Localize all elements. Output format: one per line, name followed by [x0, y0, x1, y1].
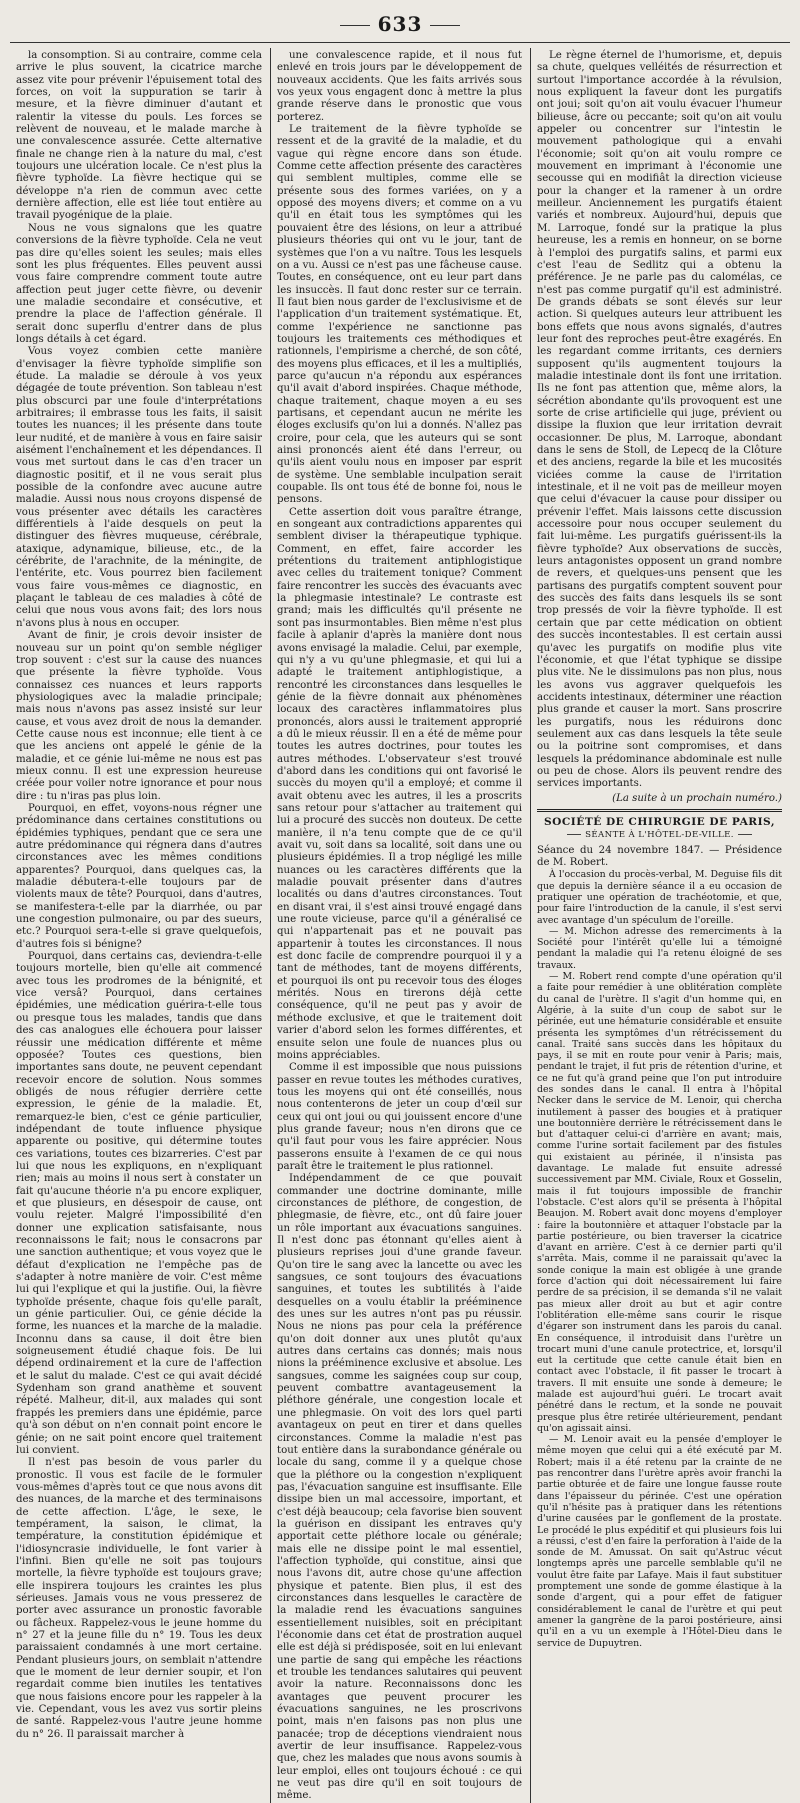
- paragraph: Avant de finir, je crois devoir insister de nouveau sur un point qu'on semble négliger trop souvent : c'est sur la cause des nuances que présente la fièvre typhoïde. Vous connaissez ces nuances et leurs rapports physiologiques avec la maladie principale; mais nous n'avons pas assez insisté sur leur cause, et vous avez droit de nous la demander. Cette cause nous est inconnue; elle tient à ce que les anciens ont appelé le génie de la maladie, et ce génie lui-même ne nous est pas mieux connu. Il est une expression heureuse créée pour voiler notre ignorance et pour nous dire : tu n'iras pas plus loin.: [16, 630, 262, 802]
- paragraph: Vous voyez combien cette manière d'envisager la fièvre typhoïde simplifie son étude. La maladie se déroule à vos yeux dégagée de toute prévention. Son tableau n'est plus obscurci par une foule d'interprétations arbitraires; il embrasse tous les faits, il saisit toutes les nuances; il les présente dans toute leur nudité, et de manière à vous en faire saisir aisément l'enchaînement et les dépendances. Il vous met surtout dans le cas d'en tracer un diagnostic positif, et il ne vous serait plus possible de la confondre avec aucune autre maladie. Aussi nous nous croyons dispensé de vous présenter avec détails les caractères différentiels à l'aide desquels on peut la distinguer des fièvres muqueuse, cérébrale, ataxique, adynamique, bilieuse, etc., de la cérébrite, de l'arachnite, de la méningite, de l'entérite, etc. Vous pourrez bien facilement vous faire vous-mêmes ce diagnostic, en plaçant le tableau de ces maladies à côté de celui que nous vous avons fait; des lors nous n'avons plus à nous en occuper.: [16, 346, 262, 629]
- paragraph: — M. Robert rend compte d'une opération qu'il a faite pour remédier à une oblitération complète du canal de l'urètre. Il s'agit d'un homme qui, en Algérie, à la suite d'un coup de sabot sur le périnée, eut une hématurie considérable et ensuite présenta les symptômes d'un rétrécissement du canal. Traité sans succès dans les hôpitaux du pays, il se mit en route pour venir à Paris; mais, pendant le trajet, il fut pris de rétention d'urine, et ce ne fut qu'à grand peine que l'on put introduire des sondes dans le canal. Il entra à l'hôpital Necker dans le service de M. Lenoir, qui chercha inutilement à passer des bougies et à pratiquer une boutonnière derrière le rétrécissement dans le but d'attaquer celui-ci d'arrière en avant; mais, comme l'urine sortait facilement par des fistules qui existaient au périnée, il n'insista pas davantage. Le malade fut ensuite adressé successivement par MM. Civiale, Roux et Gosselin, mais il fut toujours impossible de franchir l'obstacle. C'est alors qu'il se présenta à l'hôpital Beaujon. M. Robert avait donc moyens d'employer : faire la boutonnière et attaquer l'obstacle par la partie postérieure, ou bien traverser la cicatrice d'avant en arrière. C'est à ce dernier parti qu'il s'arrêta. Mais, comme il ne paraissait qu'avec la sonde conique la main est obligée à une grande force d'action qui doit nécessairement lui faire perdre de sa précision, il se demanda s'il ne valait pas mieux aller droit au but et agir contre l'oblitération elle-même sans courir le risque d'égarer son instrument dans les parois du canal. En conséquence, il introduisit dans l'urètre un trocart muni d'une canule protectrice, et, lorsqu'il eut la certitude que cette canule était bien en contact avec l'obstacle, il fit passer le trocart à travers. Il mit ensuite une sonde à demeure; le malade est aujourd'hui guéri. Le trocart avait pénétré dans le rectum, et la sonde ne pouvait presque plus être retirée ultérieurement, pendant qu'on agissait ainsi.: [537, 971, 782, 1434]
- column-3: [530, 48, 790, 1803]
- section-title: SOCIÉTÉ DE CHIRURGIE DE PARIS,: [543, 815, 776, 828]
- paragraph: Nous ne vous signalons que les quatre conversions de la fièvre typhoïde. Cela ne veut pas dire qu'elles soient les seules; mais elles sont les plus fréquentes. Elles peuvent aussi vous faire comprendre comment toute autre affection peut juger cette fièvre, ou devenir une maladie secondaire et consécutive, et prendre la place de l'affection générale. Il serait donc superflu d'entrer dans de plus longs détails à cet égard.: [16, 222, 262, 345]
- column-3-article-end: [537, 50, 782, 791]
- paragraph: Il n'est pas besoin de vous parler du pronostic. Il vous est facile de le formuler vous-mêmes d'après tout ce que nous avons dit des nuances, de la marche et des terminaisons de cette affection. L'âge, le sexe, le tempérament, la saison, le climat, la température, la constitution épidémique et l'idiosyncrasie individuelle, le font varier à l'infini. Bien qu'elle ne soit pas toujours mortelle, la fièvre typhoïde est toujours grave; elle inspirera toujours les craintes les plus sérieuses. Jamais vous ne vous presserez de porter avec assurance un pronostic favorable ou fâcheux. Rappelez-vous le jeune homme du n° 27 et la jeune fille du n° 19. Tous les deux paraissaient condamnés à une mort certaine. Pendant plusieurs jours, on semblait n'attendre que le moment de leur dernier soupir, et l'on regardait comme bien inutiles les tentatives que nous faisions encore pour les rappeler à la vie. Cependant, vous les avez vus sortir pleins de santé. Rappelez-vous l'autre jeune homme du n° 26. Il paraissait marcher à: [16, 1457, 262, 1740]
- society-report: [537, 869, 782, 1648]
- column-1: [10, 48, 270, 1803]
- section-divider: [537, 809, 782, 812]
- continued-note: (La suite à un prochain numéro.): [612, 792, 782, 804]
- column-2: [270, 48, 530, 1803]
- header-rule: [10, 42, 790, 43]
- page-header: [10, 8, 790, 48]
- text-columns: [10, 48, 790, 1802]
- paragraph: Pourquoi, dans certains cas, deviendra-t-elle toujours mortelle, bien qu'elle ait commencé avec tous les prodromes de la bénignité, et vice versâ? Pourquoi, dans certaines épidémies, une médication guérira-t-elle tous ou presque tous les malades, tandis que dans des cas analogues elle échouera pour laisser réussir une médication différente et même opposée? Toutes ces questions, bien importantes sans doute, ne peuvent cependant recevoir encore de solution. Nous sommes obligés de nous réfugier derrière cette expression, le génie de la maladie. Et, remarquez-le bien, c'est ce génie particulier, indépendant de toute influence physique apparente ou positive, qui détermine toutes ces variations, toutes ces bizarreries. C'est par lui que nous les expliquons, en n'expliquant rien; mais au moins il nous sert à constater un fait qu'aucune théorie n'a pu encore expliquer, et que plusieurs, en désespoir de cause, ont voulu rejeter. Malgré l'impossibilité d'en donner une explication satisfaisante, nous reconnaissons le fait; nous le consacrons par une sanction authentique; et vous voyez que le défaut d'explication ne l'empêche pas de s'adapter à notre manière de voir. C'est même lui qui l'explique et qui la justifie. Oui, la fièvre typhoïde présente, chaque fois qu'elle paraît, un génie particulier. Oui, ce génie décide la forme, les nuances et la marche de la maladie. Inconnu dans sa cause, il doit être bien soigneusement étudié chaque fois. De lui dépend ordinairement et la cure de l'affection et le salut du malade. C'est ce qui avait décidé Sydenham son grand anathème et souvent répété. Malheur, dit-il, aux malades qui sont frappés les premiers dans une épidémie, parce qu'à son début on n'en connait point encore le génie; on ne sait point encore quel traitement lui convient.: [16, 951, 262, 1456]
- paragraph: — M. Michon adresse des remerciments à la Société pour l'intérêt qu'elle lui a témoigné pendant la maladie qui l'a retenu éloigné de ses travaux.: [537, 925, 782, 971]
- seance-line: Séance du 24 novembre 1847. — Présidence de M. Robert.: [537, 844, 782, 868]
- paragraph: Le règne éternel de l'humorisme, et, depuis sa chute, quelques velléités de résurrection et surtout l'importance accordée à la révulsion, nous expliquent la faveur dont les purgatifs ont joui; soit qu'on ait voulu évacuer l'humeur bilieuse, âcre ou peccante; soit qu'on ait voulu appeler ou concentrer sur l'intestin le mouvement pathologique qui a envahi l'économie; soit qu'on ait voulu rompre ce mouvement en imprimant à l'économie une secousse qui en modifiât la direction vicieuse pour la changer et la ramener à un ordre meilleur. Anciennement les purgatifs étaient variés et nombreux. Aujourd'hui, depuis que M. Larroque, fondé sur la pratique la plus heureuse, les a remis en honneur, on se borne à l'emploi des purgatifs salins, et parmi eux c'est l'eau de Sedlitz qui a obtenu la préférence. Je ne parle pas du calomélas, ce n'est pas comme purgatif qu'il est administré. De grands débats se sont élevés sur leur action. Si quelques auteurs leur attribuent les bons effets que nous avons signalés, d'autres leur font des reproches peut-être exagérés. En les regardant comme irritants, ces derniers supposent qu'ils augmentent toujours la maladie intestinale dont ils font une irritation. Ils ne font pas attention que, même alors, la sécrétion abondante qu'ils provoquent est une sorte de crise artificielle qui juge, prévient ou dissipe la fluxion que leur irritation devrait occasionner. De plus, M. Larroque, abondant dans le sens de Stoll, de Lepecq de la Clôture et des anciens, regarde la bile et les mucosités viciées comme la cause de l'irritation intestinale, et il ne voit pas de meilleur moyen que celui d'évacuer la cause pour dissiper ou prévenir l'effet. Mais laissons cette discussion accessoire pour nous occuper seulement du fait lui-même. Les purgatifs guérissent-ils la fièvre typhoïde? Aux observations de succès, leurs antagonistes opposent un grand nombre de revers, et quelques-uns pensent que les partisans des purgatifs comptent souvent pour des succès des faits dans lesquels ils se sont trop pressés de voir la fièvre typhoïde. Il est certain que par cette médication on obtient des succès incontestables. Il est certain aussi qu'avec les purgatifs on modifie plus vite l'économie, et que l'état typhique se dissipe plus vite. Ne le dissimulons pas non plus, nous les avons vus aggraver quelquefois les accidents intestinaux, déterminer une réaction plus grande et causer la mort. Sans proscrire les purgatifs, nous les réduirons donc seulement aux cas dans lesquels la tête seule ou la poitrine sont compromises, et dans lesquels la prédominance abdominale est nulle ou peu de chose. Alors ils peuvent rendre des services importants.: [537, 50, 782, 790]
- paragraph: Comme il est impossible que nous puissions passer en revue toutes les méthodes curatives, tous les moyens qui ont été conseillés, nous nous contenterons de jeter un coup d'œil sur ceux qui ont joui ou qui jouissent encore d'une plus grande faveur; nous n'en dirons que ce qu'il faut pour vous les faire apprécier. Nous passerons ensuite à l'examen de ce qui nous paraît être le traitement le plus rationnel.: [277, 1062, 522, 1172]
- paragraph: Le traitement de la fièvre typhoïde se ressent et de la gravité de la maladie, et du vague qui règne encore dans son étude. Comme cette affection présente des caractères qui semblent multiples, comme elle se présente sous des formes variées, on y a opposé des moyens divers; et comme on a vu qu'il en était tous les symptômes qui les pouvaient être des lésions, on leur a attribué plusieurs théories qui ont vu le jour, tant de systèmes que l'on a vu naître. Tous les lesquels on a vu. Aussi ce n'est pas une fâcheuse cause. Toutes, en conséquence, ont eu leur part dans les insuccès. Il faut donc rester sur ce terrain. Il faut bien nous garder de l'exclusivisme et de l'application d'un traitement systématique. Et, comme l'expérience ne sanctionne pas toujours les traitements ces méthodiques et rationnels, l'empirisme a cherché, de son côté, des moyens plus efficaces, et il les a multipliés, parce qu'aucun n'a répondu aux espérances qu'il avait d'abord inspirées. Chaque méthode, chaque traitement, chaque moyen a eu ses partisans, et cependant aucun ne mérite les éloges exclusifs qu'on lui a donnés. N'allez pas croire, pour cela, que les auteurs qui se sont ainsi prononcés aient été dans l'erreur, ou qu'ils aient voulu nous en imposer par esprit de système. Une semblable inculpation serait coupable. Ils ont tous été de bonne foi, nous le pensons.: [277, 124, 522, 506]
- paragraph: Cette assertion doit vous paraître étrange, en songeant aux contradictions apparentes qui semblent diviser la thérapeutique typhique. Comment, en effet, faire accorder les prétentions du traitement antiphlogistique avec celles du traitement tonique? Comment faire rencontrer les succès des évacuants avec la phlegmasie intestinale? Le contraste est grand; mais les difficultés qu'il présente ne sont pas insurmontables. Bien même n'est plus facile à aplanir d'après la manière dont nous avons envisagé la maladie. Celui, par exemple, qui n'y a vu qu'une phlegmasie, et qui lui a adapté le traitement antiphlogistique, a rencontré les circonstances dans lesquelles le génie de la fièvre donnait aux phénomènes locaux des caractères inflammatoires plus prononcés, alors aussi le traitement approprié a dû le mieux réussir. Il en a été de même pour toutes les autres doctrines, pour toutes les autres méthodes. L'observateur s'est trouvé d'abord dans les conditions qui ont favorisé le succès du moyen qu'il a employé; et comme il avait obtenu avec les autres, il les a proscrits sans retour pour s'attacher au traitement qui lui a procuré des succès non douteux. De cette manière, il n'a tenu compte que de ce qu'il avait vu, soit dans sa localité, soit dans une ou plusieurs épidémies. Il a trop négligé les mille nuances ou les caractères différents que la maladie pouvait présenter dans d'autres localités ou dans d'autres circonstances. Tout en disant vrai, il s'est ainsi trouvé engagé dans une route vicieuse, parce qu'il a généralisé ce qui n'appartenait pas et ne pouvait pas appartenir à toutes les circonstances. Il nous est donc facile de comprendre pourquoi il y a tant de méthodes, tant de moyens différents, et pourquoi ils ont pu recevoir tous des éloges mérités. Nous en tirerons déjà cette conséquence, qu'il ne peut pas y avoir de méthode exclusive, et que le traitement doit varier d'abord selon les formes différentes, et ensuite selon une foule de nuances plus ou moins appréciables.: [277, 506, 522, 1061]
- section-subtitle: SÉANTE À L'HÔTEL-DE-VILLE.: [537, 829, 782, 841]
- paragraph: À l'occasion du procès-verbal, M. Deguise fils dit que depuis la dernière séance il a eu occasion de pratiquer une opération de trachéotomie, et que, pour faire l'introduction de la canule, il s'est servi avec avantage d'un spéculum de l'oreille.: [537, 869, 782, 926]
- page-number: 633: [10, 12, 790, 36]
- paragraph: Indépendamment de ce que pouvait commander une doctrine dominante, mille circonstances de pléthore, de congestion, de phlegmasie, de fièvre, etc., ont dû faire jouer un rôle important aux évacuations sanguines. Il n'est donc pas étonnant qu'elles aient à plusieurs reprises joui d'une grande faveur. Qu'on tire le sang avec la lancette ou avec les sangsues, ce sont toujours des évacuations sanguines, et toutes les subtilités à l'aide desquelles on a voulu établir la prééminence des unes sur les autres n'ont pas pu réussir. Nous ne nions pas pour cela la préférence qu'on doit donner aux unes plutôt qu'aux autres dans certains cas donnés; mais nous nions la prééminence exclusive et absolue. Les sangsues, comme les saignées coup sur coup, peuvent combattre avantageusement la pléthore générale, une congestion locale et une phlegmasie. On voit des lors quel parti avantageux on peut en tirer et dans quelles circonstances. Comme la maladie n'est pas tout entière dans la surabondance générale ou locale du sang, comme il y a quelque chose que la pléthore ou la congestion n'expliquent pas, l'évacuation sanguine est insuffisante. Elle dissipe bien un mal accessoire, important, et c'est déjà beaucoup; cela favorise bien souvent la guérison en dissipant les entraves qu'y apportait cette pléthore locale ou générale; mais elle ne dissipe point le mal essentiel, l'affection typhoïde, qui constitue, ainsi que nous l'avons dit, autre chose qu'une affection physique et patente. Bien plus, il est des circonstances dans lesquelles le caractère de la maladie rend les évacuations sanguines essentiellement nuisibles, soit en précipitant l'économie dans cet état de prostration auquel elle est déjà si prédisposée, soit en lui enlevant une partie de sang qui empêche les réactions et trouble les tendances salutaires qui peuvent avoir la nature. Reconnaissons donc les avantages que peuvent procurer les évacuations sanguines, ne les proscrivons point, mais n'en faisons pas non plus une panacée; trop de déceptions viendraient nous avertir de leur insuffisance. Rappelez-vous que, chez les malades que nous avons soumis à leur emploi, elles ont toujours échoué : ce qui ne veut pas dire qu'il en soit toujours de même.: [277, 1173, 523, 1802]
- paragraph: une convalescence rapide, et il nous fut enlevé en trois jours par le développement de nouveaux accidents. Que les faits arrivés sous vos yeux vous engagent donc à mettre la plus grande réserve dans le pronostic que vous porterez.: [277, 50, 522, 123]
- paragraph: Pourquoi, en effet, voyons-nous régner une prédominance dans certaines constitutions ou épidémies typhiques, pendant que ce sera une autre prédominance qui régnera dans d'autres circonstances avec les mêmes conditions apparentes? Pourquoi, dans quelques cas, la maladie débutera-t-elle toujours par de violents maux de tête? Pourquoi, dans d'autres, se manifestera-t-elle par la diarrhée, ou par une congestion pulmonaire, ou par des sueurs, etc.? Pourquoi sera-t-elle si grave quelquefois, d'autres fois si bénigne?: [16, 802, 262, 950]
- paragraph: la consomption. Si au contraire, comme cela arrive le plus souvent, la cicatrice marche assez vite pour prévenir l'épuisement total des forces, on voit la suppuration se tarir à mesure, et la fièvre diminuer d'autant et ralentir la vitesse du pouls. Les forces se relèvent de nouveau, et le malade marche à une convalescence assurée. Cette alternative finale ne change rien à la nature du mal, c'est toujours une ulcération locale. Ce n'est plus la fièvre typhoïde. La fièvre hectique qui se développe n'a rien de commun avec cette dernière affection, elle est liée tout entière au travail pyogénique de la plaie.: [16, 50, 262, 222]
- paragraph: — M. Lenoir avait eu la pensée d'employer le même moyen que celui qui a été exécuté par M. Robert; mais il a été retenu par la crainte de ne pas rencontrer dans l'urètre après avoir franchi la partie obturée et de faire une longue fausse route dans l'épaisseur du périnée. C'est une opération qu'il n'hésite pas à pratiquer dans les rétentions d'urine causées par le gonflement de la prostate. Le procédé le plus expéditif et qui plusieurs fois lui a réussi, c'est d'en faire la perforation à l'aide de la sonde de M. Amussat. On sait qu'Astruc vécut longtemps après une parcelle semblable qu'il ne voulut être faite par Lafaye. Mais il faut substituer promptement une sonde de gomme élastique à la sonde d'argent, qui a pour effet de fatiguer considérablement le canal de l'urètre et qui peut amener la gangrène de la paroi postérieure, ainsi qu'il en a vu un exemple à l'Hôtel-Dieu dans le service de Dupuytren.: [537, 1434, 782, 1649]
